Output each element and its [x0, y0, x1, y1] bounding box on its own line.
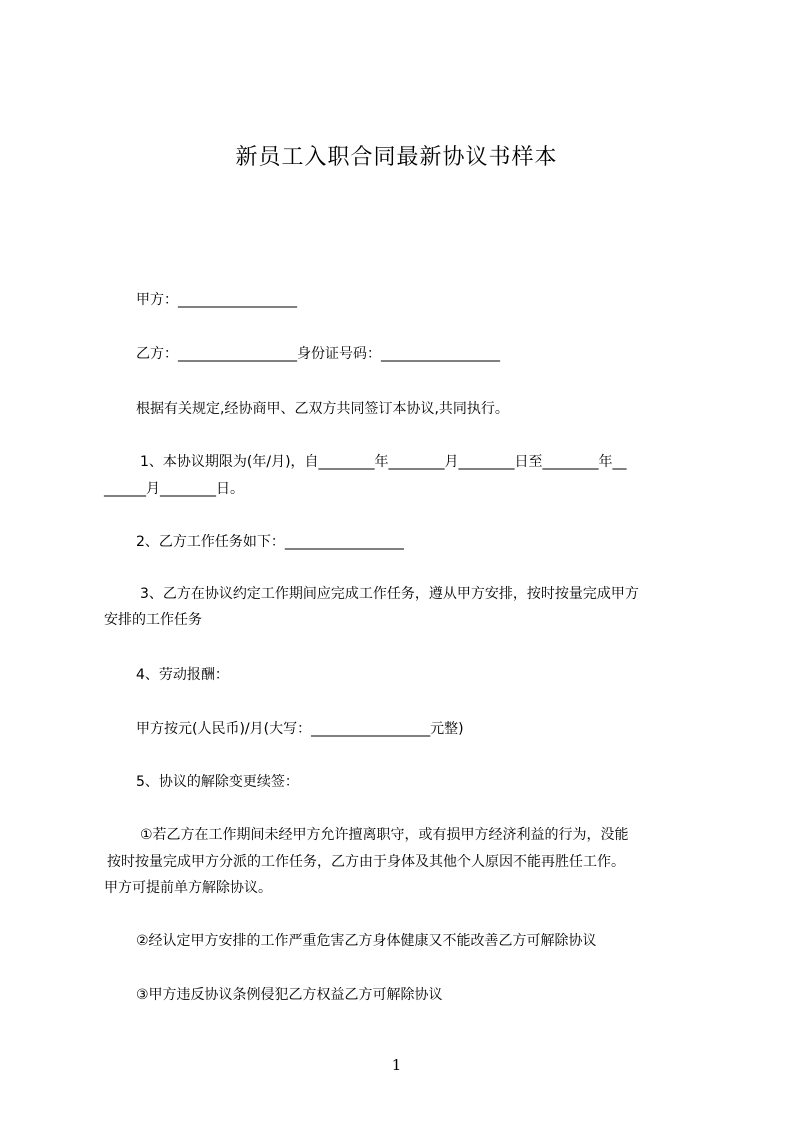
page-number: 1 [391, 1056, 402, 1074]
clause-4-heading: 4、劳动报酬： [136, 667, 229, 683]
document-title: 新员工入职合同最新协议书样本 [235, 145, 558, 170]
party-a-line: 甲方：_________________ [136, 292, 297, 308]
item-1-line-1: ①若乙方在工作期间未经甲方允许擅离职守，或有损甲方经济利益的行为，没能 [140, 827, 629, 843]
item-2-text: ②经认定甲方安排的工作严重危害乙方身体健康又不能改善乙方可解除协议 [136, 933, 597, 949]
clause-1-line-1: 1、本协议期限为(年/月)，自________年________月________日至________年__ [140, 454, 627, 470]
item-1-line-3: 甲方可提前单方解除协议。 [104, 880, 272, 896]
party-b-line: 乙方：_________________身份证号码：_________________ [136, 346, 500, 362]
preamble-text: 根据有关规定,经协商甲、乙双方共同签订本协议,共同执行。 [136, 401, 509, 417]
clause-4-detail: 甲方按元(人民币)/月(大写：_________________元整) [136, 721, 464, 737]
clause-5-heading: 5、协议的解除变更续签： [136, 774, 299, 790]
item-1-line-2: 按时按量完成甲方分派的工作任务，乙方由于身体及其他个人原因不能再胜任工作。 [107, 854, 625, 870]
item-3-text: ③甲方违反协议条例侵犯乙方权益乙方可解除协议 [136, 987, 443, 1003]
clause-3-line-1: 3、乙方在协议约定工作期间应完成工作任务，遵从甲方安排，按时按量完成甲方 [140, 586, 639, 602]
clause-2-text: 2、乙方工作任务如下：_________________ [136, 534, 404, 550]
clause-3-line-2: 安排的工作任务 [104, 612, 202, 628]
clause-1-line-2: ______月________日。 [104, 481, 244, 497]
